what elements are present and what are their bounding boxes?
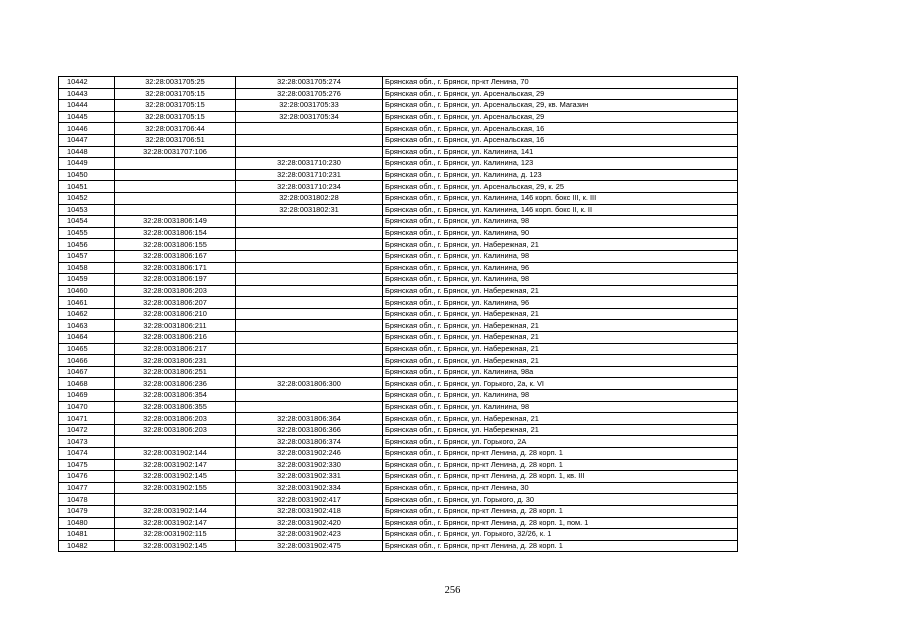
parcel-cadastral-cell: [115, 494, 236, 506]
row-number-cell: 10457: [59, 250, 115, 262]
cadastral-table: [58, 76, 738, 552]
address-cell: Брянская обл., г. Брянск, ул. Калинина, 98: [383, 250, 738, 262]
table-row: [59, 366, 738, 378]
parcel-cadastral-cell: 32:28:0031707:106: [115, 146, 236, 158]
table-row: [59, 308, 738, 320]
address-cell: Брянская обл., г. Брянск, ул. Калинина, 141: [383, 146, 738, 158]
table-row: [59, 216, 738, 228]
row-number-cell: 10482: [59, 540, 115, 552]
address-cell: Брянская обл., г. Брянск, ул. Горького, 2А: [383, 436, 738, 448]
row-number-cell: 10442: [59, 77, 115, 89]
address-cell: Брянская обл., г. Брянск, ул. Набережная, 21: [383, 413, 738, 425]
parcel-cadastral-cell: 32:28:0031806:217: [115, 343, 236, 355]
object-cadastral-cell: 32:28:0031902:331: [236, 471, 383, 483]
address-cell: Брянская обл., г. Брянск, ул. Калинина, 98: [383, 401, 738, 413]
address-cell: Брянская обл., г. Брянск, ул. Набережная, 21: [383, 355, 738, 367]
row-number-cell: 10450: [59, 169, 115, 181]
row-number-cell: 10481: [59, 529, 115, 541]
parcel-cadastral-cell: 32:28:0031902:115: [115, 529, 236, 541]
row-number-cell: 10451: [59, 181, 115, 193]
table-row: [59, 274, 738, 286]
parcel-cadastral-cell: 32:28:0031806:171: [115, 262, 236, 274]
address-cell: Брянская обл., г. Брянск, пр-кт Ленина, д. 28 корп. 1: [383, 540, 738, 552]
table-row: [59, 262, 738, 274]
address-cell: Брянская обл., г. Брянск, ул. Набережная, 21: [383, 343, 738, 355]
object-cadastral-cell: 32:28:0031806:374: [236, 436, 383, 448]
object-cadastral-cell: 32:28:0031902:417: [236, 494, 383, 506]
table-row: [59, 123, 738, 135]
parcel-cadastral-cell: 32:28:0031806:251: [115, 366, 236, 378]
object-cadastral-cell: 32:28:0031806:364: [236, 413, 383, 425]
parcel-cadastral-cell: 32:28:0031806:231: [115, 355, 236, 367]
parcel-cadastral-cell: 32:28:0031806:149: [115, 216, 236, 228]
table-row: [59, 529, 738, 541]
object-cadastral-cell: 32:28:0031710:234: [236, 181, 383, 193]
row-number-cell: 10477: [59, 482, 115, 494]
object-cadastral-cell: [236, 297, 383, 309]
object-cadastral-cell: 32:28:0031710:231: [236, 169, 383, 181]
object-cadastral-cell: [236, 216, 383, 228]
parcel-cadastral-cell: 32:28:0031902:147: [115, 517, 236, 529]
object-cadastral-cell: [236, 123, 383, 135]
parcel-cadastral-cell: [115, 204, 236, 216]
table-row: [59, 250, 738, 262]
address-cell: Брянская обл., г. Брянск, пр-кт Ленина, 30: [383, 482, 738, 494]
row-number-cell: 10480: [59, 517, 115, 529]
row-number-cell: 10472: [59, 424, 115, 436]
table-row: [59, 424, 738, 436]
object-cadastral-cell: 32:28:0031705:276: [236, 88, 383, 100]
table-row: [59, 494, 738, 506]
row-number-cell: 10479: [59, 505, 115, 517]
table-row: [59, 332, 738, 344]
row-number-cell: 10455: [59, 227, 115, 239]
address-cell: Брянская обл., г. Брянск, ул. Калинина, д. 123: [383, 169, 738, 181]
table-row: [59, 146, 738, 158]
row-number-cell: 10474: [59, 448, 115, 460]
object-cadastral-cell: [236, 390, 383, 402]
row-number-cell: 10456: [59, 239, 115, 251]
row-number-cell: 10445: [59, 111, 115, 123]
parcel-cadastral-cell: 32:28:0031806:155: [115, 239, 236, 251]
address-cell: Брянская обл., г. Брянск, пр-кт Ленина, 70: [383, 77, 738, 89]
object-cadastral-cell: [236, 285, 383, 297]
address-cell: Брянская обл., г. Брянск, ул. Калинина, 123: [383, 158, 738, 170]
row-number-cell: 10448: [59, 146, 115, 158]
parcel-cadastral-cell: 32:28:0031806:154: [115, 227, 236, 239]
parcel-cadastral-cell: 32:28:0031806:236: [115, 378, 236, 390]
address-cell: Брянская обл., г. Брянск, ул. Набережная, 21: [383, 308, 738, 320]
row-number-cell: 10453: [59, 204, 115, 216]
object-cadastral-cell: [236, 320, 383, 332]
row-number-cell: 10460: [59, 285, 115, 297]
table-row: [59, 378, 738, 390]
object-cadastral-cell: 32:28:0031902:334: [236, 482, 383, 494]
row-number-cell: 10454: [59, 216, 115, 228]
table-row: [59, 459, 738, 471]
address-cell: Брянская обл., г. Брянск, пр-кт Ленина, д. 28 корп. 1: [383, 459, 738, 471]
table-row: [59, 320, 738, 332]
parcel-cadastral-cell: 32:28:0031806:203: [115, 424, 236, 436]
table-row: [59, 158, 738, 170]
parcel-cadastral-cell: [115, 192, 236, 204]
table-row: [59, 448, 738, 460]
address-cell: Брянская обл., г. Брянск, ул. Набережная, 21: [383, 239, 738, 251]
row-number-cell: 10467: [59, 366, 115, 378]
parcel-cadastral-cell: 32:28:0031806:355: [115, 401, 236, 413]
object-cadastral-cell: 32:28:0031902:418: [236, 505, 383, 517]
table-row: [59, 390, 738, 402]
row-number-cell: 10452: [59, 192, 115, 204]
address-cell: Брянская обл., г. Брянск, ул. Арсенальская, 29, к. 25: [383, 181, 738, 193]
row-number-cell: 10446: [59, 123, 115, 135]
row-number-cell: 10447: [59, 134, 115, 146]
address-cell: Брянская обл., г. Брянск, ул. Калинина, 90: [383, 227, 738, 239]
parcel-cadastral-cell: 32:28:0031705:15: [115, 111, 236, 123]
row-number-cell: 10443: [59, 88, 115, 100]
table-row: [59, 88, 738, 100]
object-cadastral-cell: [236, 239, 383, 251]
address-cell: Брянская обл., г. Брянск, пр-кт Ленина, д. 28 корп. 1, кв. III: [383, 471, 738, 483]
address-cell: Брянская обл., г. Брянск, ул. Горького, 2а, к. VI: [383, 378, 738, 390]
table-row: [59, 77, 738, 89]
parcel-cadastral-cell: 32:28:0031806:354: [115, 390, 236, 402]
table-row: [59, 285, 738, 297]
object-cadastral-cell: [236, 355, 383, 367]
object-cadastral-cell: 32:28:0031902:246: [236, 448, 383, 460]
object-cadastral-cell: 32:28:0031902:420: [236, 517, 383, 529]
parcel-cadastral-cell: 32:28:0031806:211: [115, 320, 236, 332]
parcel-cadastral-cell: [115, 181, 236, 193]
address-cell: Брянская обл., г. Брянск, ул. Калинина, 98: [383, 216, 738, 228]
row-number-cell: 10464: [59, 332, 115, 344]
object-cadastral-cell: [236, 308, 383, 320]
row-number-cell: 10469: [59, 390, 115, 402]
table-row: [59, 471, 738, 483]
parcel-cadastral-cell: 32:28:0031902:155: [115, 482, 236, 494]
parcel-cadastral-cell: 32:28:0031705:25: [115, 77, 236, 89]
address-cell: Брянская обл., г. Брянск, ул. Калинина, 96: [383, 262, 738, 274]
parcel-cadastral-cell: 32:28:0031902:147: [115, 459, 236, 471]
row-number-cell: 10461: [59, 297, 115, 309]
table-row: [59, 355, 738, 367]
row-number-cell: 10466: [59, 355, 115, 367]
address-cell: Брянская обл., г. Брянск, ул. Горького, д. 30: [383, 494, 738, 506]
table-row: [59, 169, 738, 181]
row-number-cell: 10465: [59, 343, 115, 355]
address-cell: Брянская обл., г. Брянск, ул. Калинина, 98: [383, 390, 738, 402]
object-cadastral-cell: [236, 343, 383, 355]
address-cell: Брянская обл., г. Брянск, ул. Калинина, 96: [383, 297, 738, 309]
parcel-cadastral-cell: 32:28:0031706:44: [115, 123, 236, 135]
table-row: [59, 134, 738, 146]
table-row: [59, 239, 738, 251]
parcel-cadastral-cell: 32:28:0031705:15: [115, 100, 236, 112]
address-cell: Брянская обл., г. Брянск, ул. Набережная, 21: [383, 424, 738, 436]
address-cell: Брянская обл., г. Брянск, пр-кт Ленина, д. 28 корп. 1: [383, 505, 738, 517]
parcel-cadastral-cell: 32:28:0031806:216: [115, 332, 236, 344]
object-cadastral-cell: [236, 227, 383, 239]
address-cell: Брянская обл., г. Брянск, ул. Калинина, 98а: [383, 366, 738, 378]
row-number-cell: 10459: [59, 274, 115, 286]
object-cadastral-cell: [236, 332, 383, 344]
object-cadastral-cell: [236, 262, 383, 274]
table-row: [59, 482, 738, 494]
address-cell: Брянская обл., г. Брянск, ул. Калинина, 146 корп. бокс II, к. II: [383, 204, 738, 216]
parcel-cadastral-cell: 32:28:0031902:145: [115, 540, 236, 552]
parcel-cadastral-cell: 32:28:0031902:144: [115, 505, 236, 517]
address-cell: Брянская обл., г. Брянск, ул. Арсенальская, 16: [383, 134, 738, 146]
address-cell: Брянская обл., г. Брянск, ул. Арсенальская, 16: [383, 123, 738, 135]
row-number-cell: 10468: [59, 378, 115, 390]
address-cell: Брянская обл., г. Брянск, ул. Калинина, 146 корп. бокс III, к. III: [383, 192, 738, 204]
object-cadastral-cell: 32:28:0031710:230: [236, 158, 383, 170]
table-row: [59, 204, 738, 216]
parcel-cadastral-cell: 32:28:0031806:210: [115, 308, 236, 320]
row-number-cell: 10458: [59, 262, 115, 274]
table-row: [59, 413, 738, 425]
row-number-cell: 10476: [59, 471, 115, 483]
table-row: [59, 436, 738, 448]
object-cadastral-cell: [236, 366, 383, 378]
row-number-cell: 10449: [59, 158, 115, 170]
object-cadastral-cell: [236, 401, 383, 413]
address-cell: Брянская обл., г. Брянск, ул. Арсенальская, 29, кв. Магазин: [383, 100, 738, 112]
table-row: [59, 111, 738, 123]
parcel-cadastral-cell: 32:28:0031806:167: [115, 250, 236, 262]
row-number-cell: 10444: [59, 100, 115, 112]
parcel-cadastral-cell: 32:28:0031902:145: [115, 471, 236, 483]
table-row: [59, 517, 738, 529]
address-cell: Брянская обл., г. Брянск, ул. Набережная, 21: [383, 332, 738, 344]
table-row: [59, 297, 738, 309]
parcel-cadastral-cell: 32:28:0031806:203: [115, 413, 236, 425]
object-cadastral-cell: 32:28:0031902:423: [236, 529, 383, 541]
address-cell: Брянская обл., г. Брянск, ул. Арсенальская, 29: [383, 88, 738, 100]
address-cell: Брянская обл., г. Брянск, пр-кт Ленина, д. 28 корп. 1, пом. 1: [383, 517, 738, 529]
table-body: [59, 77, 738, 552]
object-cadastral-cell: 32:28:0031705:34: [236, 111, 383, 123]
object-cadastral-cell: 32:28:0031802:28: [236, 192, 383, 204]
parcel-cadastral-cell: [115, 169, 236, 181]
table-row: [59, 192, 738, 204]
address-cell: Брянская обл., г. Брянск, пр-кт Ленина, д. 28 корп. 1: [383, 448, 738, 460]
row-number-cell: 10478: [59, 494, 115, 506]
row-number-cell: 10473: [59, 436, 115, 448]
row-number-cell: 10463: [59, 320, 115, 332]
object-cadastral-cell: 32:28:0031902:330: [236, 459, 383, 471]
object-cadastral-cell: [236, 250, 383, 262]
address-cell: Брянская обл., г. Брянск, ул. Калинина, 98: [383, 274, 738, 286]
parcel-cadastral-cell: 32:28:0031705:15: [115, 88, 236, 100]
address-cell: Брянская обл., г. Брянск, ул. Арсенальская, 29: [383, 111, 738, 123]
object-cadastral-cell: [236, 146, 383, 158]
parcel-cadastral-cell: 32:28:0031806:197: [115, 274, 236, 286]
parcel-cadastral-cell: 32:28:0031902:144: [115, 448, 236, 460]
object-cadastral-cell: 32:28:0031902:475: [236, 540, 383, 552]
row-number-cell: 10462: [59, 308, 115, 320]
table-row: [59, 181, 738, 193]
table-row: [59, 227, 738, 239]
row-number-cell: 10470: [59, 401, 115, 413]
table-row: [59, 540, 738, 552]
parcel-cadastral-cell: 32:28:0031806:203: [115, 285, 236, 297]
object-cadastral-cell: 32:28:0031806:366: [236, 424, 383, 436]
object-cadastral-cell: 32:28:0031705:33: [236, 100, 383, 112]
parcel-cadastral-cell: [115, 436, 236, 448]
address-cell: Брянская обл., г. Брянск, ул. Горького, 32/26, к. 1: [383, 529, 738, 541]
object-cadastral-cell: [236, 134, 383, 146]
object-cadastral-cell: 32:28:0031806:300: [236, 378, 383, 390]
row-number-cell: 10471: [59, 413, 115, 425]
row-number-cell: 10475: [59, 459, 115, 471]
parcel-cadastral-cell: 32:28:0031706:51: [115, 134, 236, 146]
address-cell: Брянская обл., г. Брянск, ул. Набережная, 21: [383, 320, 738, 332]
parcel-cadastral-cell: [115, 158, 236, 170]
object-cadastral-cell: [236, 274, 383, 286]
table-row: [59, 505, 738, 517]
table-row: [59, 100, 738, 112]
table-row: [59, 401, 738, 413]
table-row: [59, 343, 738, 355]
object-cadastral-cell: 32:28:0031802:31: [236, 204, 383, 216]
page-number: 256: [444, 585, 461, 596]
object-cadastral-cell: 32:28:0031705:274: [236, 77, 383, 89]
address-cell: Брянская обл., г. Брянск, ул. Набережная, 21: [383, 285, 738, 297]
parcel-cadastral-cell: 32:28:0031806:207: [115, 297, 236, 309]
